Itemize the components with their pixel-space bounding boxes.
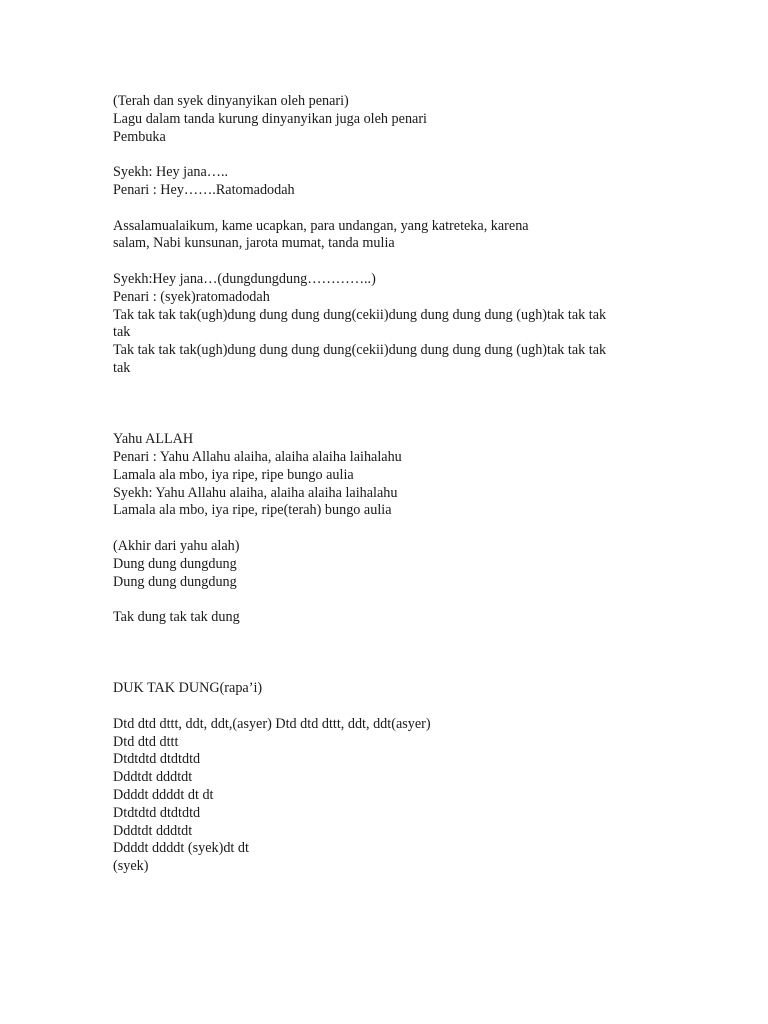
blank-lines xyxy=(113,378,673,431)
blank-line xyxy=(113,146,673,164)
lyric-line: Tak tak tak tak(ugh)dung dung dung dung(cekii)dung dung dung dung (ugh)tak tak tak xyxy=(113,342,607,359)
blank-lines xyxy=(113,627,673,680)
blank-line xyxy=(113,520,673,538)
lyric-line: Syekh: Yahu Allahu alaiha, alaiha alaiha laihalahu xyxy=(113,484,398,501)
lyric-line: Assalamualaikum, kame ucapkan, para undangan, yang katreteka, karena xyxy=(113,217,529,234)
lyric-line: Tak dung tak tak dung xyxy=(113,609,240,626)
lyric-line: Lamala ala mbo, iya ripe, ripe(terah) bungo aulia xyxy=(113,502,392,519)
lyric-line: Penari : (syek)ratomadodah xyxy=(113,288,270,305)
blank-line xyxy=(113,698,673,716)
lyric-line: (Akhir dari yahu alah) xyxy=(113,537,240,554)
intro-line: (Terah dan syek dinyanyikan oleh penari) xyxy=(113,93,349,109)
lyric-line: tak xyxy=(113,324,131,341)
lyric-line: Penari : Yahu Allahu alaiha, alaiha alaiha laihalahu xyxy=(113,448,402,465)
lyric-line: Tak tak tak tak(ugh)dung dung dung dung(cekii)dung dung dung dung (ugh)tak tak tak xyxy=(113,306,607,323)
lyric-line: Syekh: Hey jana….. xyxy=(113,164,229,181)
intro-line: Lagu dalam tanda kurung dinyanyikan juga oleh penari xyxy=(113,110,427,127)
rhythm-line: Dtd dtd dttt, ddt, ddt,(asyer) Dtd dtd dttt, ddt, ddt(asyer) xyxy=(113,715,431,732)
blank-line xyxy=(113,200,673,218)
lyric-line: Lamala ala mbo, iya ripe, ripe bungo aulia xyxy=(113,466,354,483)
rhythm-line: Dtd dtd dttt xyxy=(113,733,179,750)
blank-line xyxy=(113,591,673,609)
rhythm-line: Ddddt ddddt (syek)dt dt xyxy=(113,840,249,857)
lyric-line: Syekh:Hey jana…(dungdungdung…………..) xyxy=(113,270,376,287)
lyric-line: Dung dung dungdung xyxy=(113,573,237,590)
rhythm-line: Dddtdt dddtdt xyxy=(113,822,193,839)
rhythm-line: Ddddt ddddt dt dt xyxy=(113,787,214,804)
rhythm-line: Dtdtdtd dtdtdtd xyxy=(113,804,201,821)
lyric-line: salam, Nabi kunsunan, jarota mumat, tanda mulia xyxy=(113,235,395,252)
lyric-line: Dung dung dungdung xyxy=(113,555,237,572)
lyric-line: tak xyxy=(113,359,131,376)
section-heading: DUK TAK DUNG(rapa’i) xyxy=(113,680,263,697)
rhythm-line: Dddtdt dddtdt xyxy=(113,769,193,786)
rhythm-line: Dtdtdtd dtdtdtd xyxy=(113,751,201,768)
rhythm-line: (syek) xyxy=(113,858,149,875)
section-heading: Pembuka xyxy=(113,128,166,145)
lyrics-text xyxy=(113,93,673,876)
lyric-line: Penari : Hey…….Ratomadodah xyxy=(113,181,295,198)
section-heading: Yahu ALLAH xyxy=(113,431,194,448)
blank-line xyxy=(113,253,673,271)
